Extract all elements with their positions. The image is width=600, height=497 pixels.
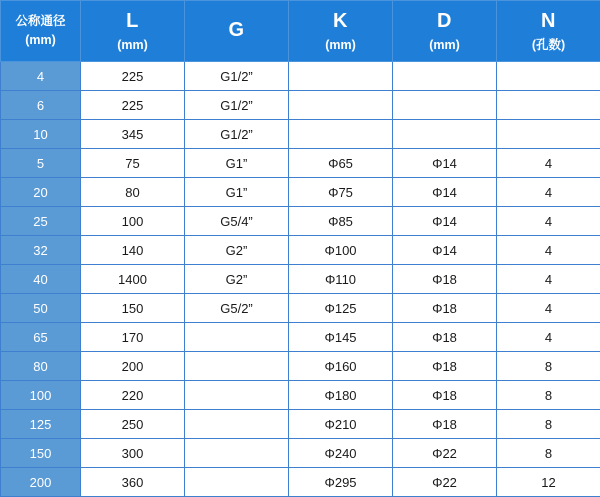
table-header bbox=[1, 1, 600, 62]
cell-nominal-diameter: 20 bbox=[1, 178, 81, 207]
cell-k: Φ145 bbox=[289, 323, 393, 352]
cell-d: Φ18 bbox=[393, 265, 497, 294]
table-row bbox=[1, 236, 600, 265]
cell-k: Φ125 bbox=[289, 294, 393, 323]
table-header-row bbox=[1, 1, 600, 62]
cell-l: 80 bbox=[81, 178, 185, 207]
cell-k: Φ180 bbox=[289, 381, 393, 410]
table-row bbox=[1, 352, 600, 381]
cell-d: Φ14 bbox=[393, 178, 497, 207]
cell-d: Φ18 bbox=[393, 294, 497, 323]
cell-g: G5/4” bbox=[185, 207, 289, 236]
cell-k bbox=[289, 91, 393, 120]
column-header-l-unit: (mm) bbox=[81, 37, 184, 54]
cell-l: 150 bbox=[81, 294, 185, 323]
cell-k: Φ85 bbox=[289, 207, 393, 236]
cell-nominal-diameter: 4 bbox=[1, 62, 81, 91]
cell-k: Φ110 bbox=[289, 265, 393, 294]
cell-n bbox=[497, 91, 600, 120]
table-body bbox=[1, 62, 600, 497]
cell-n: 8 bbox=[497, 410, 600, 439]
cell-k: Φ295 bbox=[289, 468, 393, 497]
table-row bbox=[1, 91, 600, 120]
cell-k bbox=[289, 62, 393, 91]
cell-n bbox=[497, 120, 600, 149]
cell-l: 250 bbox=[81, 410, 185, 439]
cell-nominal-diameter: 80 bbox=[1, 352, 81, 381]
column-header-k bbox=[289, 1, 393, 62]
column-header-d-label: D bbox=[393, 8, 496, 35]
table-row bbox=[1, 381, 600, 410]
cell-g bbox=[185, 468, 289, 497]
cell-nominal-diameter: 125 bbox=[1, 410, 81, 439]
cell-g: G5/2” bbox=[185, 294, 289, 323]
cell-k: Φ240 bbox=[289, 439, 393, 468]
column-header-k-label: K bbox=[289, 8, 392, 35]
cell-nominal-diameter: 5 bbox=[1, 149, 81, 178]
column-header-g-label: G bbox=[185, 17, 288, 44]
cell-d bbox=[393, 91, 497, 120]
cell-d bbox=[393, 120, 497, 149]
cell-g: G1” bbox=[185, 149, 289, 178]
cell-l: 200 bbox=[81, 352, 185, 381]
cell-d: Φ22 bbox=[393, 439, 497, 468]
cell-n: 4 bbox=[497, 207, 600, 236]
table-row bbox=[1, 149, 600, 178]
cell-nominal-diameter: 25 bbox=[1, 207, 81, 236]
table-row bbox=[1, 468, 600, 497]
cell-d bbox=[393, 62, 497, 91]
cell-g: G1/2” bbox=[185, 91, 289, 120]
column-header-n-label: N bbox=[497, 8, 600, 35]
cell-nominal-diameter: 200 bbox=[1, 468, 81, 497]
table-row bbox=[1, 120, 600, 149]
column-header-g bbox=[185, 1, 289, 62]
cell-l: 220 bbox=[81, 381, 185, 410]
cell-n: 12 bbox=[497, 468, 600, 497]
cell-n: 8 bbox=[497, 381, 600, 410]
table-row bbox=[1, 178, 600, 207]
cell-d: Φ18 bbox=[393, 381, 497, 410]
cell-nominal-diameter: 40 bbox=[1, 265, 81, 294]
cell-n: 4 bbox=[497, 236, 600, 265]
table-row bbox=[1, 62, 600, 91]
cell-nominal-diameter: 10 bbox=[1, 120, 81, 149]
cell-nominal-diameter: 6 bbox=[1, 91, 81, 120]
column-header-l bbox=[81, 1, 185, 62]
cell-nominal-diameter: 65 bbox=[1, 323, 81, 352]
column-header-n bbox=[497, 1, 600, 62]
column-header-n-unit: (孔数) bbox=[497, 37, 600, 54]
cell-nominal-diameter: 100 bbox=[1, 381, 81, 410]
table-row bbox=[1, 294, 600, 323]
column-header-nominal-diameter-label: 公称通径 bbox=[1, 13, 80, 30]
column-header-d-unit: (mm) bbox=[393, 37, 496, 54]
cell-n: 4 bbox=[497, 178, 600, 207]
cell-k bbox=[289, 120, 393, 149]
cell-n: 4 bbox=[497, 294, 600, 323]
cell-d: Φ18 bbox=[393, 410, 497, 439]
cell-nominal-diameter: 32 bbox=[1, 236, 81, 265]
table-row bbox=[1, 439, 600, 468]
table-row bbox=[1, 323, 600, 352]
cell-k: Φ100 bbox=[289, 236, 393, 265]
column-header-d bbox=[393, 1, 497, 62]
table-row bbox=[1, 410, 600, 439]
cell-g: G2” bbox=[185, 236, 289, 265]
cell-l: 1400 bbox=[81, 265, 185, 294]
cell-n: 4 bbox=[497, 149, 600, 178]
column-header-nominal-diameter-unit: (mm) bbox=[1, 32, 80, 49]
cell-d: Φ22 bbox=[393, 468, 497, 497]
cell-n bbox=[497, 62, 600, 91]
cell-l: 100 bbox=[81, 207, 185, 236]
cell-n: 8 bbox=[497, 352, 600, 381]
cell-k: Φ75 bbox=[289, 178, 393, 207]
cell-g bbox=[185, 381, 289, 410]
cell-k: Φ160 bbox=[289, 352, 393, 381]
table-row bbox=[1, 265, 600, 294]
cell-n: 4 bbox=[497, 323, 600, 352]
cell-d: Φ18 bbox=[393, 352, 497, 381]
cell-g bbox=[185, 323, 289, 352]
cell-d: Φ14 bbox=[393, 207, 497, 236]
table-row bbox=[1, 207, 600, 236]
cell-n: 8 bbox=[497, 439, 600, 468]
cell-d: Φ14 bbox=[393, 149, 497, 178]
column-header-k-unit: (mm) bbox=[289, 37, 392, 54]
cell-nominal-diameter: 50 bbox=[1, 294, 81, 323]
cell-l: 170 bbox=[81, 323, 185, 352]
cell-g: G1/2” bbox=[185, 120, 289, 149]
cell-k: Φ210 bbox=[289, 410, 393, 439]
column-header-nominal-diameter bbox=[1, 1, 81, 62]
cell-g: G2” bbox=[185, 265, 289, 294]
cell-d: Φ14 bbox=[393, 236, 497, 265]
cell-l: 360 bbox=[81, 468, 185, 497]
cell-l: 140 bbox=[81, 236, 185, 265]
cell-nominal-diameter: 150 bbox=[1, 439, 81, 468]
cell-g bbox=[185, 410, 289, 439]
cell-l: 345 bbox=[81, 120, 185, 149]
cell-k: Φ65 bbox=[289, 149, 393, 178]
cell-g bbox=[185, 352, 289, 381]
cell-g: G1/2” bbox=[185, 62, 289, 91]
cell-l: 225 bbox=[81, 91, 185, 120]
cell-l: 300 bbox=[81, 439, 185, 468]
cell-l: 225 bbox=[81, 62, 185, 91]
cell-l: 75 bbox=[81, 149, 185, 178]
cell-g: G1” bbox=[185, 178, 289, 207]
cell-d: Φ18 bbox=[393, 323, 497, 352]
cell-g bbox=[185, 439, 289, 468]
column-header-l-label: L bbox=[81, 8, 184, 35]
cell-n: 4 bbox=[497, 265, 600, 294]
